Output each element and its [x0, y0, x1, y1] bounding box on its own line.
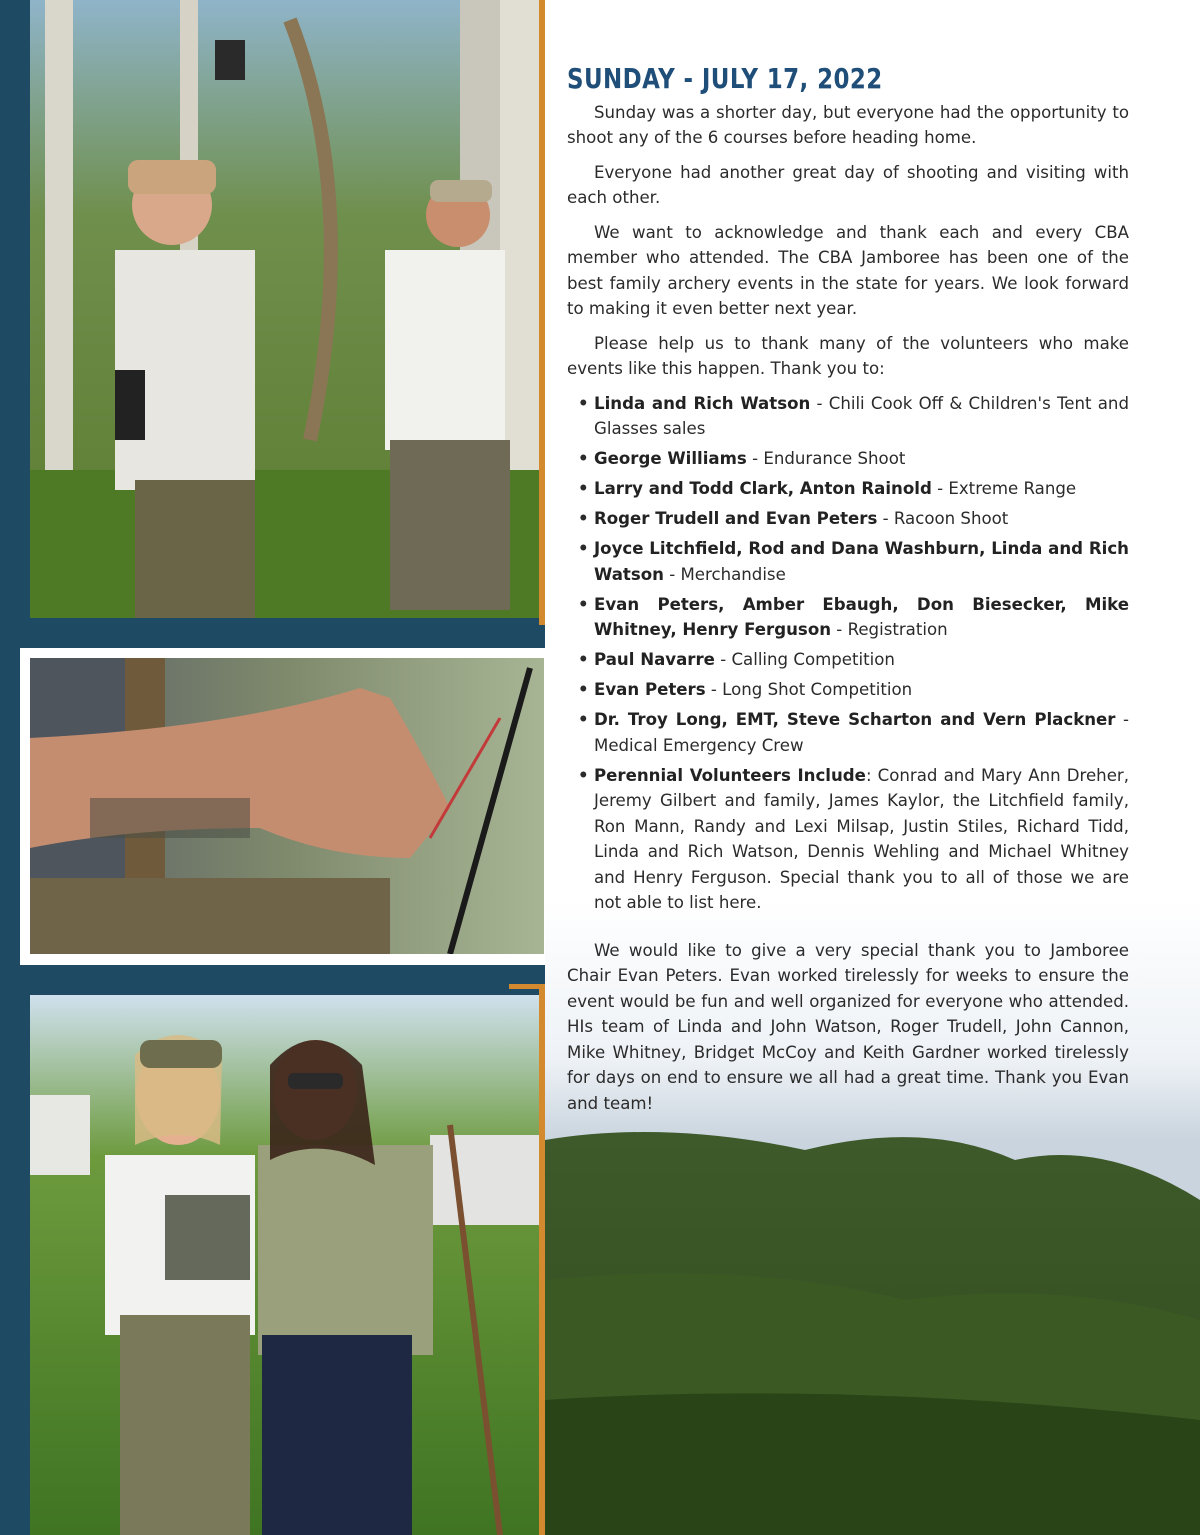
- list-item: [594, 506, 1129, 532]
- volunteer-role: - Registration: [831, 620, 948, 639]
- photo-hand-bow-closeup: [30, 658, 544, 954]
- article-content: [567, 62, 1130, 1116]
- volunteer-names: Evan Peters, Amber Ebaugh, Don Biesecker, Mike Whitney, Henry Ferguson: [594, 594, 1129, 639]
- list-item: [594, 592, 1129, 643]
- list-item: [594, 707, 1129, 758]
- list-item: [594, 647, 1129, 673]
- volunteer-names: Evan Peters: [594, 680, 706, 699]
- paragraph-3: We want to acknowledge and thank each and every CBA member who attended. The CBA Jamboree has been one of the best family archery events in the state for years. We look forward to making it even better next year.: [567, 222, 1129, 318]
- page-title: SUNDAY - JULY 17, 2022: [567, 62, 883, 95]
- closing-paragraph: We would like to give a very special thank you to Jamboree Chair Evan Peters. Evan worked tirelessly for weeks to ensure the event would be fun and well organized for everyone who attended. HIs team of Linda and John Watson, Roger Trudell, John Cannon, Mike Whitney, Bridget McCoy and Keith Gardner worked tirelessly for days on end to ensure we all had a great time. Thank you Evan and team!: [567, 940, 1129, 1113]
- volunteer-names: Paul Navarre: [594, 650, 715, 669]
- volunteer-role: - Long Shot Competition: [705, 680, 913, 699]
- list-item: [594, 677, 1129, 703]
- list-item: [594, 536, 1129, 587]
- paragraph-4: Please help us to thank many of the volunteers who make events like this happen. Thank you to:: [567, 333, 1129, 378]
- volunteer-role: - Calling Competition: [714, 650, 895, 669]
- paragraph-2: Everyone had another great day of shooting and visiting with each other.: [567, 162, 1129, 207]
- volunteer-list: [567, 391, 1129, 916]
- volunteer-role: - Chili Cook Off & Children's Tent and Glasses sales: [594, 393, 1129, 438]
- volunteer-role: - Endurance Shoot: [746, 449, 906, 468]
- volunteer-names: Larry and Todd Clark, Anton Rainold: [594, 479, 932, 498]
- volunteer-role: : Conrad and Mary Ann Dreher, Jeremy Gilbert and family, James Kaylor, the Litchfield family, Ron Mann, Randy and Lexi Milsap, Justin Stiles, Richard Tidd, Linda and Rich Watson, Dennis Wehling and Michael Whitney and Henry Ferguson. Special thank you to all of those we are not able to list here.: [594, 765, 1130, 912]
- volunteer-names: Dr. Troy Long, EMT, Steve Scharton and Vern Plackner: [594, 710, 1116, 729]
- volunteer-role: - Medical Emergency Crew: [594, 710, 1129, 755]
- volunteer-role: - Racoon Shoot: [877, 509, 1009, 528]
- paragraph-1: Sunday was a shorter day, but everyone had the opportunity to shoot any of the 6 courses before heading home.: [567, 102, 1129, 147]
- volunteer-names: Perennial Volunteers Include: [594, 765, 866, 785]
- volunteer-role: - Extreme Range: [931, 479, 1077, 498]
- list-item: [594, 763, 1129, 916]
- list-item: [594, 476, 1129, 502]
- volunteer-names: George Williams: [594, 449, 747, 468]
- volunteer-role: - Merchandise: [663, 564, 786, 584]
- photo-two-women: [30, 995, 539, 1535]
- volunteer-names: Joyce Litchfield, Rod and Dana Washburn, Linda and Rich Watson: [594, 539, 1129, 584]
- volunteer-names: Linda and Rich Watson: [594, 393, 811, 413]
- list-item: [594, 391, 1129, 442]
- list-item: [594, 446, 1129, 472]
- orange-accent-top: [539, 0, 545, 625]
- volunteer-names: Roger Trudell and Evan Peters: [594, 509, 878, 528]
- photo-archers-forest: [30, 0, 539, 618]
